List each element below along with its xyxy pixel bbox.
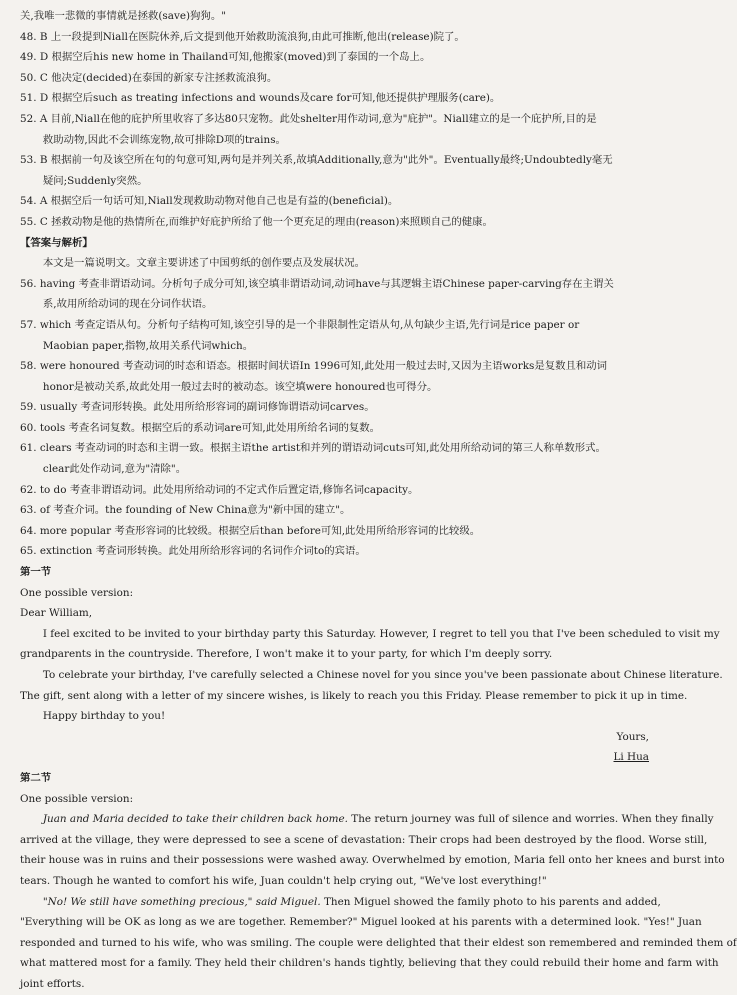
version-label: One possible version: (20, 792, 134, 805)
story-line: arrived at the village, they were depressed to see a scene of devastation: Their crops had been destroyed by the flood. Worse still, (20, 833, 708, 846)
explanation-line: 50. C 他决定(decided)在泰国的新家专注拯救流浪狗。 (20, 71, 278, 84)
explanation-line: 疑问;Suddenly突然。 (42, 174, 148, 187)
answer-line: 60. tools 考查名词复数。根据空后的系动词are可知,此处用所给名词的复数。 (20, 421, 381, 434)
story-text: Then Miguel showed the family photo to his parents and added, (320, 895, 661, 908)
story-line: joint efforts. (20, 977, 85, 990)
letter-paragraph: The gift, sent along with a letter of my sincere wishes, is likely to reach you this Friday. Please remember to pick it up in time. (20, 689, 688, 702)
section-heading: 第二节 (20, 771, 52, 784)
explanations-48-55 (20, 6, 673, 233)
answer-line: clear此处作动词,意为"清除"。 (42, 463, 187, 476)
answer-line: 系,故用所给动词的现在分词作状语。 (42, 298, 213, 311)
explanation-line: 关,我唯一悲微的事情就是拯救(save)狗狗。" (20, 10, 226, 22)
given-sentence: Juan and Maria decided to take their children back home. (42, 813, 348, 826)
answer-line: Maobian paper,指物,故用关系代词which。 (42, 339, 254, 352)
answer-line: 64. more popular 考查形容词的比较级。根据空后than before可知,此处用所给形容词的比较级。 (20, 524, 481, 537)
story-paragraph (20, 892, 673, 913)
letter-paragraph: grandparents in the countryside. Therefore, I won't make it to your party, for which I'm deeply sorry. (20, 648, 553, 661)
section-heading: 第一节 (20, 566, 52, 579)
letter-paragraph: Happy birthday to you! (42, 710, 166, 723)
explanation-line: 49. D 根据空后his new home in Thailand可知,他搬家(moved)到了泰国的一个岛上。 (20, 51, 431, 64)
explanation-line: 52. A 目前,Niall在他的庇护所里收容了多达80只宠物。此处shelter用作动词,意为"庇护"。Niall建立的是一个庇护所,目的是 (20, 112, 597, 125)
version-label: One possible version: (20, 586, 134, 599)
answer-line: 56. having 考查非谓语动词。分析句子成分可知,该空填非谓语动词,动词have与其逻辑主语Chinese paper-carving存在主谓关 (20, 277, 614, 290)
given-sentence: "No! We still have something precious," said Miguel. (42, 895, 321, 908)
explanation-line: 53. B 根据前一句及该空所在句的句意可知,两句是并列关系,故填Additionally,意为"此外"。Eventually最终;Undoubtedly毫无 (20, 154, 613, 167)
explanation-line: 救助动物,因此不会训练宠物,故可排除D项的trains。 (42, 133, 286, 146)
explanation-line: 48. B 上一段提到Niall在医院休养,后文提到他开始救助流浪狗,由此可推断,他出(release)院了。 (20, 30, 465, 43)
writing-section-1 (20, 562, 723, 768)
answer-line: 62. to do 考查非谓语动词。此处用所给动词的不定式作后置定语,修饰名词capacity。 (20, 483, 419, 496)
answer-line: 63. of 考查介词。the founding of New China意为"新中国的建立"。 (20, 504, 351, 517)
story-text: The return journey was full of silence and worries. When they finally (347, 813, 714, 826)
letter-closing: Yours, (616, 730, 649, 743)
story-line: responded and turned to his wife, who was smiling. The couple were delighted that their eldest son remembered and reminded them of (20, 936, 737, 949)
letter-paragraph: To celebrate your birthday, I've carefully selected a Chinese novel for you since you've been passionate about Chinese literature. (42, 669, 723, 681)
story-line: what mattered most for a family. They held their children's hands tightly, believing that they could rebuild their home and farm with (20, 957, 719, 970)
answer-line: 57. which 考查定语从句。分析句子结构可知,该空引导的是一个非限制性定语从句,从句缺少主语,先行词是rice paper or (20, 318, 580, 331)
explanation-line: 54. A 根据空后一句话可知,Niall发现救助动物对他自己也是有益的(beneficial)。 (20, 195, 399, 208)
story-line: their house was in ruins and their possessions were washed away. Overwhelmed by emotion, Maria fell onto her knees and burst into (20, 854, 725, 867)
answer-line: honor是被动关系,故此处用一般过去时的被动态。该空填were honoured也可得分。 (42, 380, 438, 393)
explanation-line: 51. D 根据空后such as treating infections and wounds及care for可知,他还提供护理服务(care)。 (20, 92, 501, 105)
answer-header: 【答案与解析】 (20, 236, 93, 249)
passage-summary: 本文是一篇说明文。文章主要讲述了中国剪纸的创作要点及发展状况。 (42, 257, 365, 270)
letter-paragraph: I feel excited to be invited to your birthday party this Saturday. However, I regret to tell you that I've been scheduled to visit my (42, 627, 720, 640)
answer-line: 58. were honoured 考查动词的时态和语态。根据时间状语In 1996可知,此处用一般过去时,又因为主语works是复数且和动词 (20, 360, 608, 373)
explanations-56-65 (20, 274, 673, 562)
story-paragraph (20, 809, 714, 830)
letter-salutation: Dear William, (20, 607, 93, 620)
letter-signature (20, 747, 673, 768)
answer-line: 61. clears 考查动词的时态和主谓一致。根据主语the artist和并列的谓语动词cuts可知,此处用所给动词的第三人称单数形式。 (20, 442, 606, 455)
explanation-line: 55. C 拯救动物是他的热情所在,而维护好庇护所给了他一个更充足的理由(reason)来照顾自己的健康。 (20, 215, 493, 228)
answer-line: 65. extinction 考查词形转换。此处用所给形容词的名词作介词to的宾语。 (20, 545, 366, 558)
story-line: "Everything will be OK as long as we are together. Remember?" Miguel looked at his parents with a determined look. "Yes!" Juan (20, 916, 702, 929)
story-line: tears. Though he wanted to comfort his wife, Juan couldn't help crying out, "We've lost everything!" (20, 874, 547, 887)
answer-line: 59. usually 考查词形转换。此处用所给形容词的副词修饰谓语动词carves。 (20, 401, 375, 414)
writing-section-2 (20, 768, 737, 995)
signature-name: Li Hua (613, 751, 649, 764)
